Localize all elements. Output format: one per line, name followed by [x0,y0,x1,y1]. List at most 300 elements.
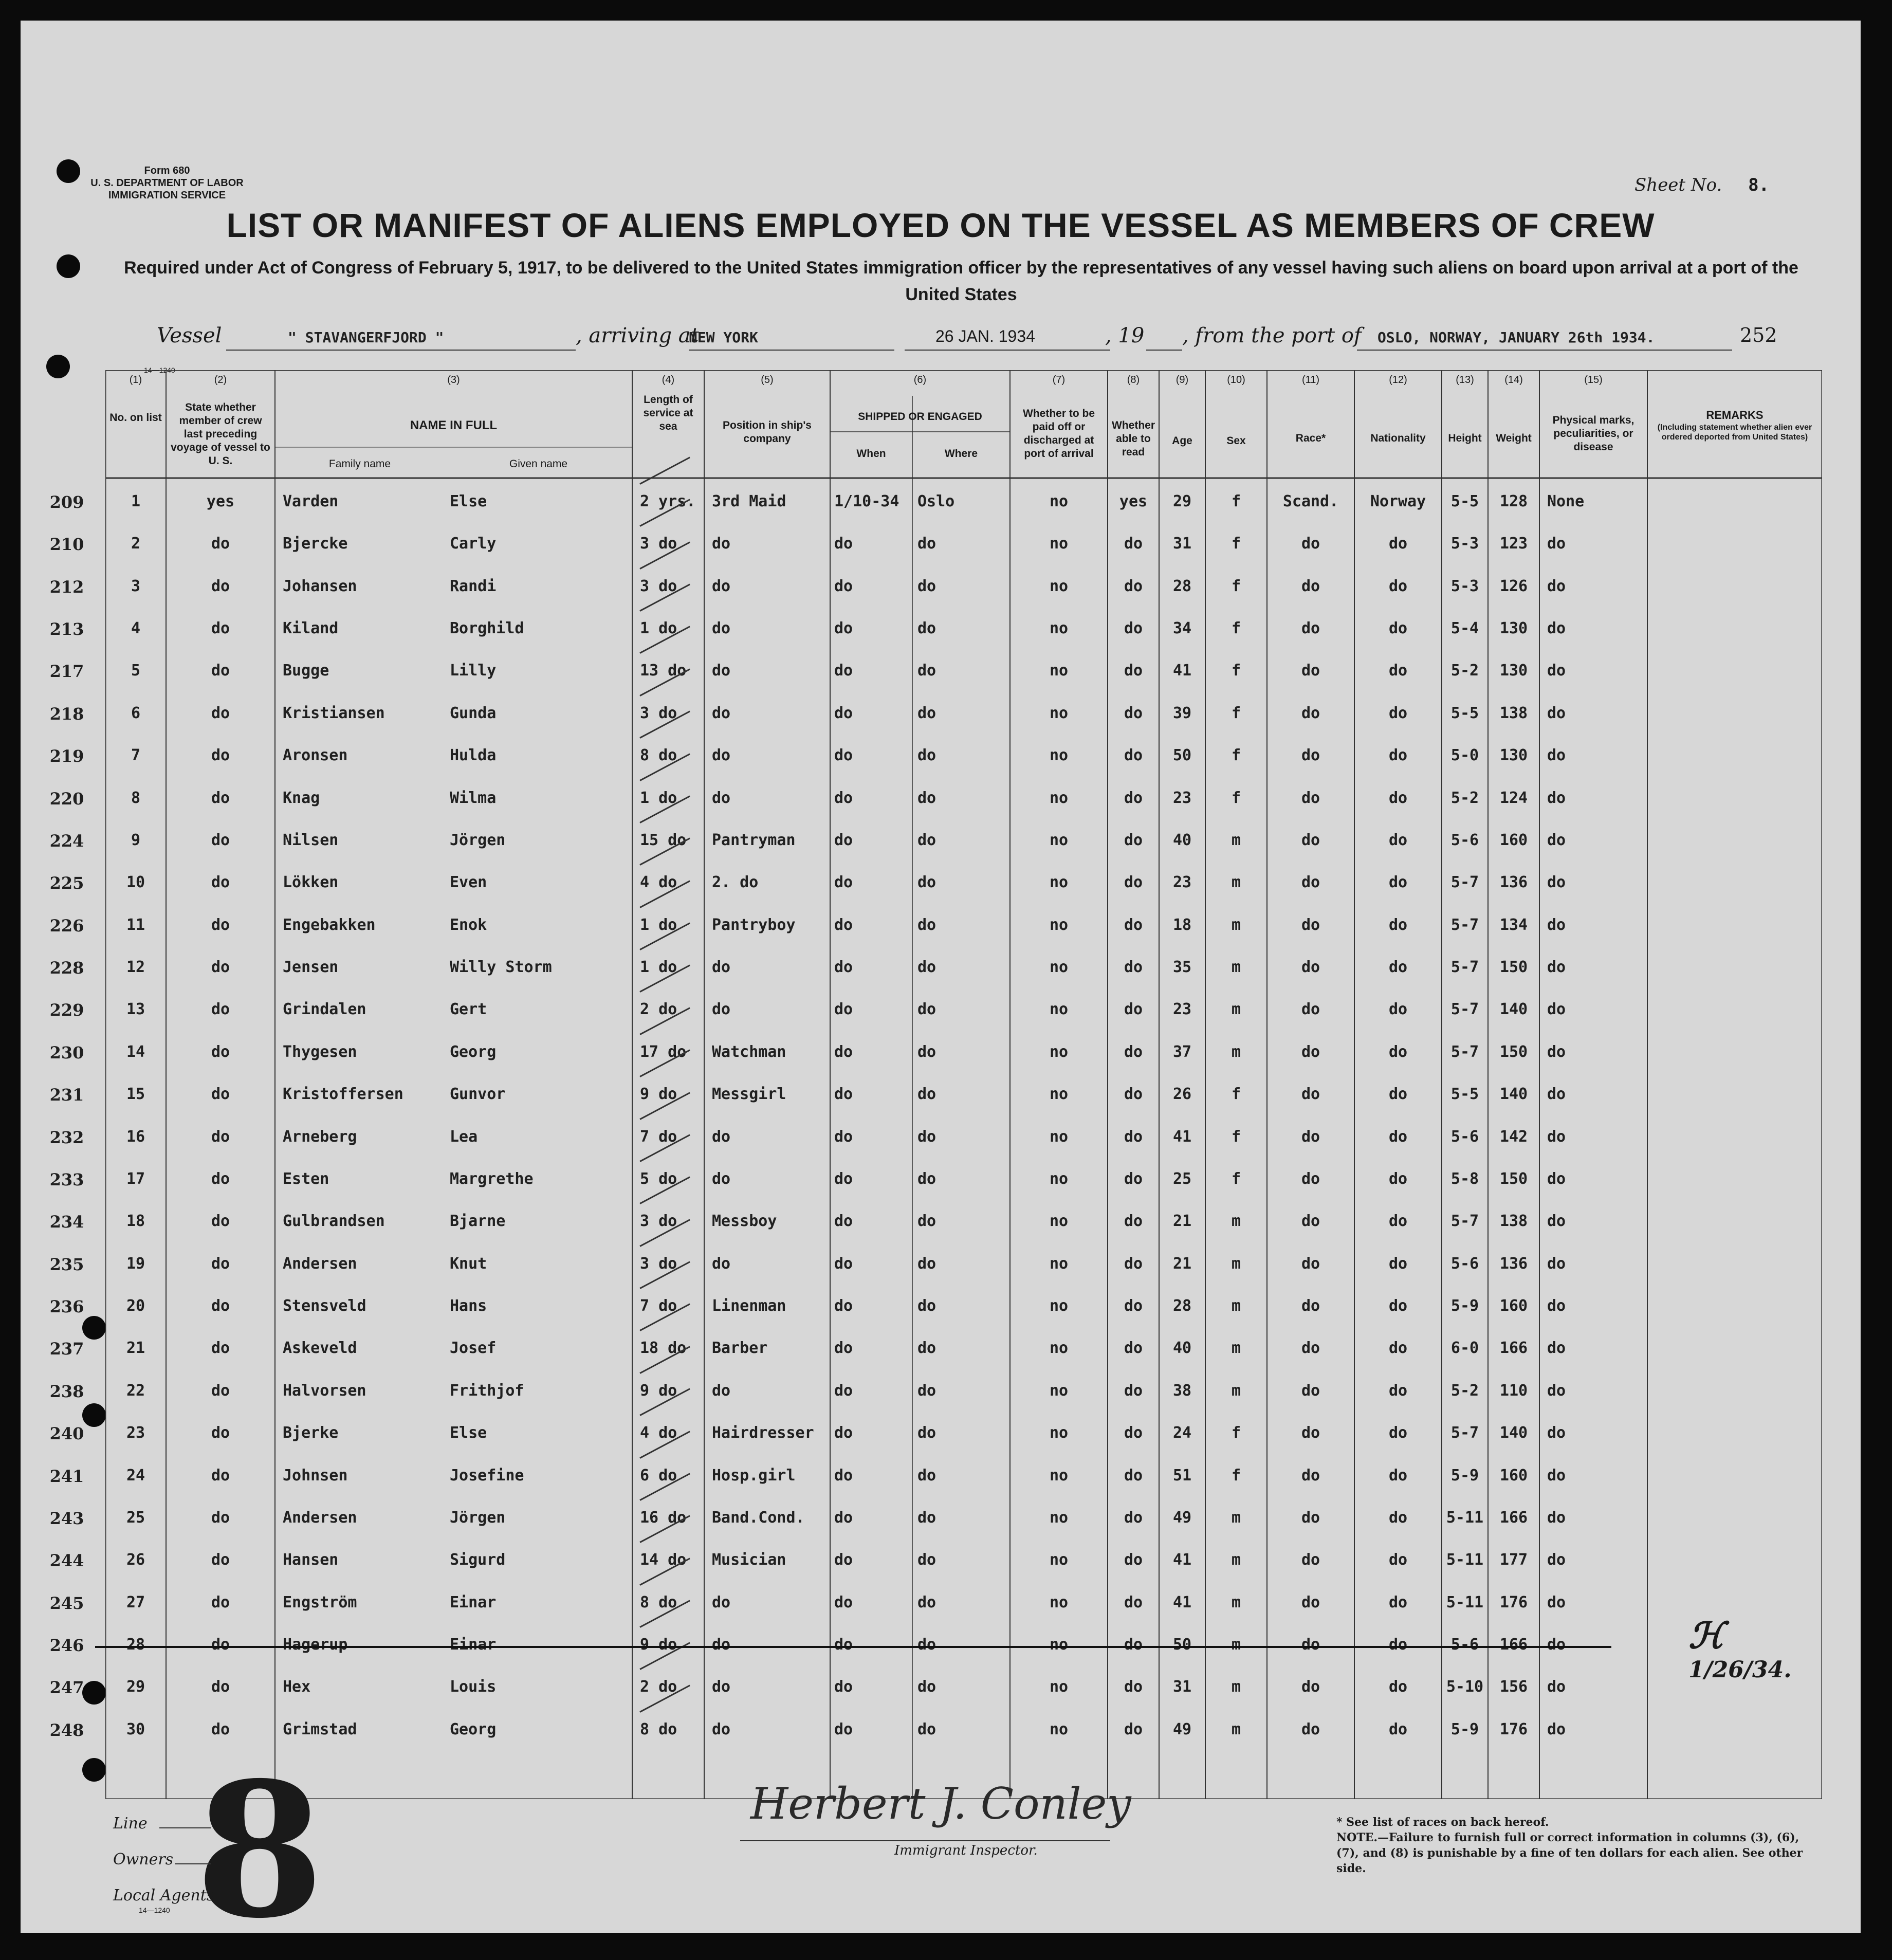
cell-no: 16 [126,1127,145,1146]
cell-nat: do [1388,1042,1408,1061]
cell-position: do [712,662,731,680]
cell-position: Pantryboy [712,915,796,934]
cell-read: do [1124,662,1143,680]
cell-sex: m [1231,1381,1241,1400]
cell-no: 29 [126,1678,145,1696]
cell-family: Thygesen [283,1042,357,1061]
cell-given: Josefine [450,1466,524,1485]
table-row [49,1251,1822,1293]
table-row [49,1081,1822,1123]
cell-when: do [834,1127,853,1146]
cell-height: 5-11 [1446,1593,1484,1611]
cell-length: 1 do [640,789,677,807]
cell-read: do [1124,1297,1143,1315]
cell-race: do [1301,1466,1320,1485]
cell-position: Barber [712,1339,768,1358]
cell-age: 50 [1172,746,1192,765]
cell-no: 5 [131,662,141,680]
cell-race: do [1301,1254,1320,1273]
cell-when: do [834,1720,853,1738]
cell-where: do [917,831,936,849]
cell-marks: do [1547,1085,1566,1104]
cell-nat: do [1388,535,1408,553]
cell-marks: do [1547,1466,1566,1485]
vessel-name: " STAVANGERFJORD " [288,329,444,346]
cell-when: do [834,1085,853,1104]
page-number: 252 [1740,324,1777,346]
header-where: Where [944,448,978,460]
cell-age: 31 [1172,1678,1192,1696]
cell-position: do [712,1000,731,1019]
cell-length: 16 do [640,1508,687,1527]
cell-where: do [917,873,936,892]
cell-length: 9 do [640,1636,677,1654]
colnum-14: (14) [1504,374,1523,386]
cell-where: do [917,535,936,553]
cell-family: Jensen [283,958,339,977]
note-races: * See list of races on back hereof. [1336,1816,1549,1829]
cell-where: do [917,1127,936,1146]
cell-nat: do [1388,1127,1408,1146]
cell-height: 5-3 [1450,535,1479,553]
cell-when: do [834,1466,853,1485]
cell-given: Sigurd [450,1551,506,1569]
cell-paid: no [1049,1424,1069,1442]
header-sex: Sex [1226,435,1246,447]
cell-where: do [917,915,936,934]
row-sequence-number: 229 [49,1000,84,1020]
cell-height: 5-6 [1450,1127,1479,1146]
cell-height: 5-0 [1450,746,1479,765]
cell-length: 1 do [640,915,677,934]
cell-paid: no [1049,1593,1069,1611]
cell-length: 7 do [640,1297,677,1315]
row-sequence-number: 230 [49,1042,84,1063]
cell-weight: 130 [1499,746,1528,765]
cell-sex: m [1231,1297,1241,1315]
cell-when: do [834,1508,853,1527]
cell-when: 1/10-34 [834,492,899,510]
cell-paid: no [1049,1127,1069,1146]
cell-race: do [1301,1678,1320,1696]
row-sequence-number: 226 [49,915,84,936]
header-race: Race* [1295,432,1326,444]
cell-when: do [834,1000,853,1019]
cell-no: 12 [126,958,145,977]
cell-nat: do [1388,1424,1408,1442]
cell-no: 27 [126,1593,145,1611]
cell-given: Hans [450,1297,487,1315]
cell-weight: 140 [1499,1000,1528,1019]
cell-sex: m [1231,1000,1241,1019]
cell-race: do [1301,535,1320,553]
cell-weight: 176 [1499,1720,1528,1738]
cell-height: 6-0 [1450,1339,1479,1358]
header-remarks-note: (Including statement whether alien ever ordered deported from United States) [1657,423,1812,442]
cell-position: Linenman [712,1297,786,1315]
cell-weight: 156 [1499,1678,1528,1696]
cell-where: do [917,1042,936,1061]
cell-race: do [1301,1169,1320,1188]
cell-nat: do [1388,1636,1408,1654]
cell-marks: do [1547,789,1566,807]
cell-paid: no [1049,1466,1069,1485]
cell-where: do [917,577,936,595]
cell-family: Nilsen [283,831,339,849]
row-sequence-number: 209 [49,492,84,512]
colnum-10: (10) [1227,374,1245,386]
cell-nat: do [1388,915,1408,934]
crew-table [49,370,1822,1799]
cell-marks: do [1547,873,1566,892]
cell-family: Bugge [283,662,329,680]
table-row [49,1505,1822,1547]
cell-weight: 160 [1499,1297,1528,1315]
cell-race: do [1301,915,1320,934]
cell-position: Messboy [712,1212,777,1231]
row-sequence-number: 240 [49,1424,84,1444]
cell-given: Gunvor [450,1085,506,1104]
manifest-sheet [21,21,1861,1959]
table-row [49,869,1822,911]
cell-given: Frithjof [450,1381,524,1400]
cell-no: 23 [126,1424,145,1442]
row-sequence-number: 245 [49,1593,84,1613]
cell-no: 1 [131,492,141,510]
cell-family: Andersen [283,1508,357,1527]
cell-crew: do [211,1212,230,1231]
cell-age: 23 [1172,1000,1192,1019]
cell-nat: do [1388,1508,1408,1527]
table-row [49,954,1822,996]
cell-nat: do [1388,958,1408,977]
cell-weight: 134 [1499,915,1528,934]
cell-no: 15 [126,1085,145,1104]
row-sequence-number: 247 [49,1678,84,1698]
row-sequence-number: 224 [49,831,84,851]
cell-sex: f [1231,535,1241,553]
sheet-big-number: 8 [195,1742,324,1959]
cell-height: 5-8 [1450,1169,1479,1188]
cell-no: 20 [126,1297,145,1315]
cell-paid: no [1049,1720,1069,1738]
cell-race: do [1301,1508,1320,1527]
header-able-read: Whether able to read [1112,419,1155,458]
cell-paid: no [1049,873,1069,892]
cell-age: 37 [1172,1042,1192,1061]
cell-when: do [834,831,853,849]
cell-crew: do [211,1720,230,1738]
cell-race: do [1301,958,1320,977]
table-row [49,1208,1822,1250]
row-sequence-number: 231 [49,1085,84,1105]
cell-sex: m [1231,1636,1241,1654]
cell-sex: m [1231,958,1241,977]
remark-initials-mark: ℋ [1688,1614,1724,1657]
punch-hole [82,1758,106,1782]
cell-age: 49 [1172,1508,1192,1527]
arriving-label: , arriving at [576,324,699,347]
header-length-service: Length of service at sea [643,394,693,432]
cell-position: do [712,1678,731,1696]
cell-no: 10 [126,873,145,892]
row-sequence-number: 233 [49,1169,84,1189]
row-sequence-number: 243 [49,1508,84,1528]
cell-family: Kristoffersen [283,1085,403,1104]
colnum-13: (13) [1456,374,1474,386]
table-row [49,1462,1822,1505]
cell-length: 2 do [640,1000,677,1019]
cell-sex: m [1231,915,1241,934]
cell-race: do [1301,577,1320,595]
cell-length: 13 do [640,662,687,680]
cell-weight: 177 [1499,1551,1528,1569]
cell-crew: do [211,789,230,807]
cell-crew: do [211,831,230,849]
cell-length: 2 do [640,1678,677,1696]
cell-marks: do [1547,1720,1566,1738]
cell-height: 5-7 [1450,958,1479,977]
cell-no: 17 [126,1169,145,1188]
cell-nat: do [1388,831,1408,849]
cell-family: Bjerke [283,1424,339,1442]
cell-no: 13 [126,1000,145,1019]
cell-when: do [834,1381,853,1400]
cell-read: do [1124,1212,1143,1231]
cell-weight: 130 [1499,619,1528,638]
cell-paid: no [1049,1254,1069,1273]
cell-nat: do [1388,1254,1408,1273]
cell-where: do [917,1720,936,1738]
table-row [49,827,1822,869]
cell-age: 35 [1172,958,1192,977]
row-sequence-number: 232 [49,1127,84,1147]
cell-age: 28 [1172,577,1192,595]
cell-weight: 110 [1499,1381,1528,1400]
cell-given: Georg [450,1042,497,1061]
note-penalty: NOTE.—Failure to furnish full or correct information in columns (3), (6), (7), and (8) is punishable by a fine of ten dollars for each alien. See other side. [1336,1831,1803,1875]
cell-race: do [1301,662,1320,680]
cell-given: Wilma [450,789,497,807]
cell-position: do [712,958,731,977]
cell-where: Oslo [917,492,955,510]
cell-where: do [917,704,936,722]
cell-where: do [917,1212,936,1231]
cell-nat: do [1388,1466,1408,1485]
cell-when: do [834,1551,853,1569]
cell-where: do [917,1169,936,1188]
header-height: Height [1448,432,1482,444]
cell-given: Enok [450,915,487,934]
table-row [49,1716,1822,1758]
cell-family: Lökken [283,873,339,892]
cell-no: 19 [126,1254,145,1273]
cell-weight: 176 [1499,1593,1528,1611]
table-row [49,1589,1822,1632]
cell-read: do [1124,1085,1143,1104]
cell-where: do [917,1593,936,1611]
row-sequence-number: 225 [49,873,84,893]
cell-length: 4 do [640,1424,677,1442]
cell-marks: None [1547,492,1585,510]
cell-paid: no [1049,1000,1069,1019]
sheet-number-value: 8. [1748,175,1770,195]
cell-paid: no [1049,492,1069,510]
cell-when: do [834,958,853,977]
cell-race: do [1301,1381,1320,1400]
cell-length: 9 do [640,1381,677,1400]
cell-marks: do [1547,1254,1566,1273]
footer-owners-label: Owners [113,1851,174,1869]
cell-marks: do [1547,577,1566,595]
cell-sex: f [1231,1169,1241,1188]
date-stamp: 26 JAN. 1934 [935,327,1035,345]
cell-height: 5-10 [1446,1678,1484,1696]
punch-hole [82,1403,106,1427]
cell-marks: do [1547,1508,1566,1527]
cell-no: 24 [126,1466,145,1485]
cell-race: do [1301,789,1320,807]
cell-age: 23 [1172,789,1192,807]
cell-paid: no [1049,746,1069,765]
cell-given: Josef [450,1339,497,1358]
cell-read: do [1124,1424,1143,1442]
cell-family: Halvorsen [283,1381,366,1400]
cell-length: 8 do [640,1593,677,1611]
cell-family: Kristiansen [283,704,385,722]
cell-family: Engebakken [283,915,376,934]
cell-given: Louis [450,1678,497,1696]
header-position: Position in ship's company [722,419,812,445]
cell-nat: do [1388,619,1408,638]
row-sequence-number: 217 [49,662,84,682]
cell-weight: 123 [1499,535,1528,553]
cell-position: Pantryman [712,831,796,849]
cell-where: do [917,619,936,638]
cell-crew: do [211,704,230,722]
cell-race: do [1301,1085,1320,1104]
struck-row-line [95,1646,1611,1648]
cell-when: do [834,873,853,892]
cell-height: 5-7 [1450,873,1479,892]
cell-where: do [917,1551,936,1569]
header-remarks: REMARKS [1706,409,1764,422]
cell-marks: do [1547,1551,1566,1569]
cell-where: do [917,1678,936,1696]
row-sequence-number: 220 [49,789,84,809]
cell-height: 5-3 [1450,577,1479,595]
cell-height: 5-7 [1450,1212,1479,1231]
cell-paid: no [1049,619,1069,638]
cell-when: do [834,1678,853,1696]
cell-when: do [834,1212,853,1231]
cell-no: 28 [126,1636,145,1654]
cell-length: 3 do [640,1212,677,1231]
cell-race: do [1301,1212,1320,1231]
cell-sex: f [1231,1127,1241,1146]
cell-paid: no [1049,1212,1069,1231]
cell-age: 24 [1172,1424,1192,1442]
header-given-name: Given name [509,458,568,470]
cell-given: Jörgen [450,1508,506,1527]
cell-age: 31 [1172,535,1192,553]
row-sequence-number: 234 [49,1212,84,1232]
page-subtitle: Required under Act of Congress of February 5, 1917, to be delivered to the United States immigration officer by the representatives of any vessel having such aliens on board upon arrival at a port of the United States [124,258,1798,304]
row-sequence-number: 219 [49,746,84,766]
cell-height: 5-5 [1450,1085,1479,1104]
cell-nat: do [1388,662,1408,680]
cell-given: Randi [450,577,497,595]
cell-position: do [712,704,731,722]
row-sequence-number: 241 [49,1466,84,1486]
cell-sex: f [1231,704,1241,722]
table-row [49,488,1822,530]
cell-crew: do [211,1424,230,1442]
cell-race: do [1301,873,1320,892]
cell-age: 18 [1172,915,1192,934]
cell-weight: 166 [1499,1508,1528,1527]
cell-race: do [1301,1042,1320,1061]
cell-family: Arneberg [283,1127,357,1146]
punch-hole [46,355,70,378]
cell-when: do [834,619,853,638]
form-print-code: 14—1240 [144,366,175,374]
cell-length: 9 do [640,1085,677,1104]
row-sequence-number: 244 [49,1551,84,1571]
cell-height: 5-7 [1450,1424,1479,1442]
cell-paid: no [1049,1042,1069,1061]
cell-weight: 160 [1499,831,1528,849]
table-row [49,996,1822,1038]
cell-age: 21 [1172,1254,1192,1273]
cell-sex: f [1231,789,1241,807]
cell-family: Grimstad [283,1720,357,1738]
cell-length: 1 do [640,958,677,977]
header-nationality: Nationality [1370,432,1426,444]
cell-crew: do [211,1000,230,1019]
cell-given: Georg [450,1720,497,1738]
cell-height: 5-7 [1450,915,1479,934]
table-row [49,1293,1822,1335]
arriving-port: NEW YORK [689,329,758,346]
cell-no: 21 [126,1339,145,1358]
cell-paid: no [1049,789,1069,807]
cell-nat: do [1388,789,1408,807]
cell-family: Hansen [283,1551,339,1569]
cell-sex: m [1231,1551,1241,1569]
cell-where: do [917,1297,936,1315]
colnum-8: (8) [1127,374,1140,386]
cell-nat: do [1388,1000,1408,1019]
cell-given: Bjarne [450,1212,506,1231]
header-no-on-list: No. on list [109,412,162,424]
table-row [49,1632,1822,1674]
cell-marks: do [1547,1212,1566,1231]
table-row [49,1420,1822,1462]
row-sequence-number: 238 [49,1381,84,1401]
cell-given: Lea [450,1127,478,1146]
cell-given: Carly [450,535,497,553]
cell-paid: no [1049,1085,1069,1104]
cell-given: Jörgen [450,831,506,849]
cell-when: do [834,1042,853,1061]
cell-position: 3rd Maid [712,492,786,510]
cell-sex: f [1231,492,1241,510]
cell-sex: m [1231,1720,1241,1738]
cell-family: Stensveld [283,1297,366,1315]
cell-no: 7 [131,746,141,765]
cell-family: Grindalen [283,1000,366,1019]
